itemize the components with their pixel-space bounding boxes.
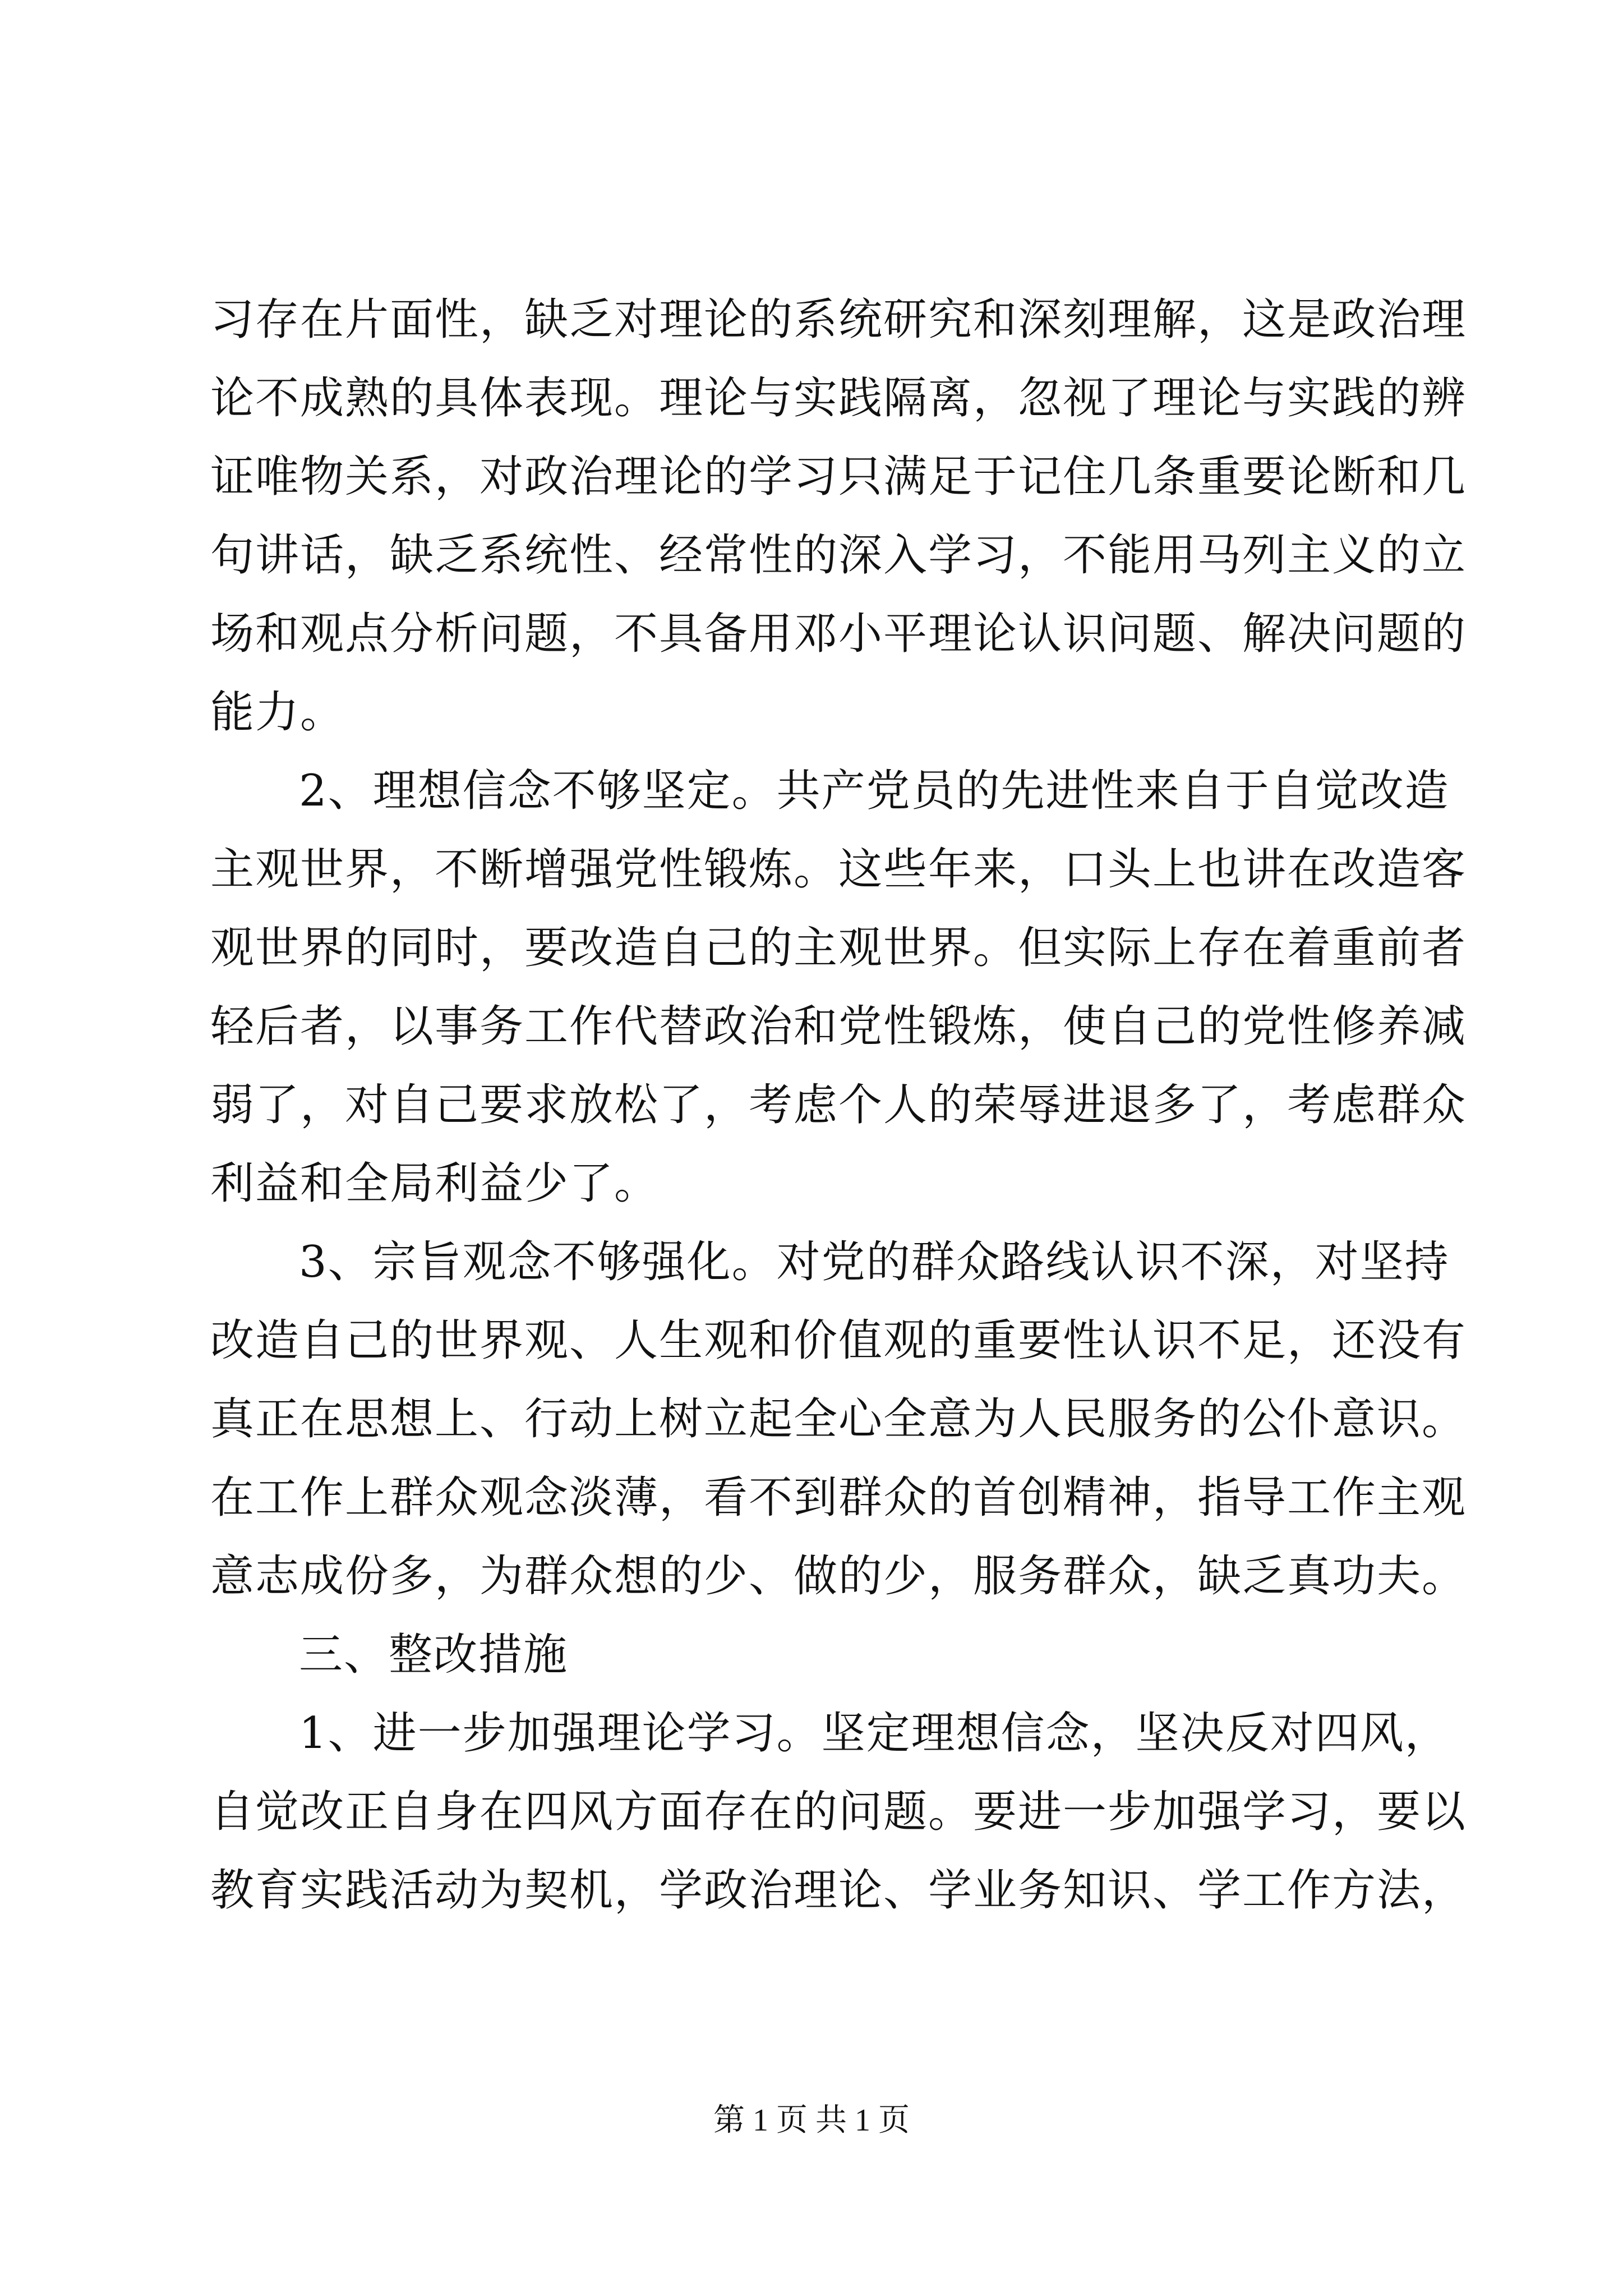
text-line: 意志成份多，为群众想的少、做的少，服务群众，缺乏真功夫。	[210, 1551, 1467, 1602]
paragraph-start-line: 1、进一步加强理论学习。坚定理想信念，坚决反对四风，	[299, 1708, 1450, 1759]
text-line: 在工作上群众观念淡薄，看不到群众的首创精神，指导工作主观	[210, 1473, 1467, 1523]
page-footer: 第 1 页 共 1 页	[713, 2103, 910, 2138]
text-line: 改造自己的世界观、人生观和价值观的重要性认识不足，还没有	[210, 1315, 1467, 1366]
text-line: 真正在思想上、行动上树立起全心全意为人民服务的公仆意识。	[210, 1394, 1467, 1444]
paragraph-start-line: 2、理想信念不够坚定。共产党员的先进性来自于自觉改造	[299, 766, 1450, 816]
paragraph-start-line: 3、宗旨观念不够强化。对党的群众路线认识不深，对坚持	[299, 1237, 1450, 1287]
text-line: 弱了，对自己要求放松了，考虑个人的荣辱进退多了，考虑群众	[210, 1080, 1467, 1130]
text-line: 观世界的同时，要改造自己的主观世界。但实际上存在着重前者	[210, 923, 1467, 973]
text-line: 利益和全局利益少了。	[210, 1158, 660, 1209]
text-line: 证唯物关系，对政治理论的学习只满足于记住几条重要论断和几	[210, 452, 1467, 502]
text-line: 论不成熟的具体表现。理论与实践隔离，忽视了理论与实践的辨	[210, 373, 1467, 424]
text-line: 句讲话，缺乏系统性、经常性的深入学习，不能用马列主义的立	[210, 530, 1467, 581]
text-line: 教育实践活动为契机，学政治理论、学业务知识、学工作方法，	[210, 1865, 1467, 1916]
text-line: 能力。	[210, 687, 345, 738]
section-heading: 三、整改措施	[299, 1630, 569, 1680]
text-line: 自觉改正自身在四风方面存在的问题。要进一步加强学习，要以	[210, 1787, 1467, 1837]
text-line: 习存在片面性，缺乏对理论的系统研究和深刻理解，这是政治理	[210, 295, 1467, 345]
text-line: 主观世界，不断增强党性锻炼。这些年来，口头上也讲在改造客	[210, 844, 1467, 895]
text-line: 场和观点分析问题，不具备用邓小平理论认识问题、解决问题的	[210, 609, 1467, 659]
text-line: 轻后者，以事务工作代替政治和党性锻炼，使自己的党性修养减	[210, 1001, 1467, 1052]
